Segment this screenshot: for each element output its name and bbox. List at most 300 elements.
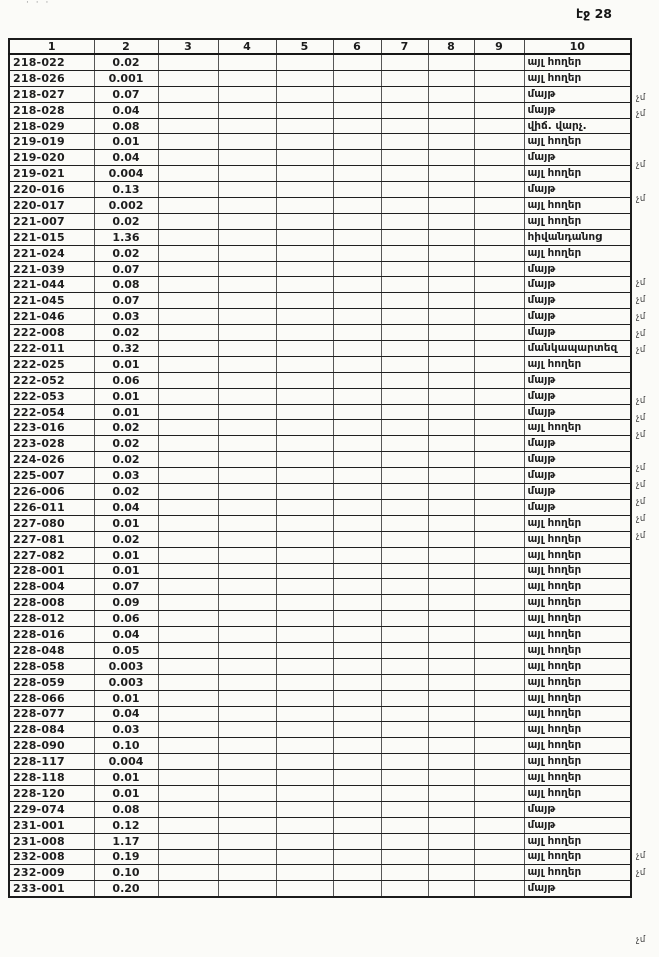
empty-cell bbox=[474, 531, 524, 547]
empty-cell bbox=[474, 515, 524, 531]
empty-cell bbox=[474, 118, 524, 134]
empty-cell bbox=[333, 404, 381, 420]
empty-cell bbox=[381, 452, 428, 468]
handwritten-margin-note: չմ bbox=[636, 480, 646, 491]
empty-cell bbox=[428, 785, 474, 801]
parcel-code: 218-026 bbox=[9, 70, 94, 86]
empty-cell bbox=[381, 261, 428, 277]
area-value: 0.08 bbox=[94, 118, 158, 134]
land-type-label: հիվանդանոց bbox=[524, 229, 631, 245]
parcel-code: 220-016 bbox=[9, 182, 94, 198]
empty-cell bbox=[218, 754, 276, 770]
empty-cell bbox=[218, 499, 276, 515]
empty-cell bbox=[381, 754, 428, 770]
empty-cell bbox=[158, 690, 218, 706]
land-type-label: այլ հողեր bbox=[524, 245, 631, 261]
empty-cell bbox=[381, 785, 428, 801]
parcel-code: 222-011 bbox=[9, 341, 94, 357]
empty-cell bbox=[158, 420, 218, 436]
empty-cell bbox=[218, 166, 276, 182]
empty-cell bbox=[428, 801, 474, 817]
empty-cell bbox=[218, 420, 276, 436]
parcel-code: 231-008 bbox=[9, 833, 94, 849]
empty-cell bbox=[381, 865, 428, 881]
handwritten-margin-note: չմ bbox=[636, 497, 646, 507]
empty-cell bbox=[276, 182, 333, 198]
land-type-label: մանկապարտեզ bbox=[524, 341, 631, 357]
empty-cell bbox=[218, 817, 276, 833]
empty-cell bbox=[428, 102, 474, 118]
parcel-code: 218-027 bbox=[9, 86, 94, 102]
column-header: 3 bbox=[158, 39, 218, 54]
parcel-code: 228-058 bbox=[9, 658, 94, 674]
empty-cell bbox=[381, 833, 428, 849]
empty-cell bbox=[276, 198, 333, 214]
land-type-label: այլ հողեր bbox=[524, 770, 631, 786]
land-type-label: այլ հողեր bbox=[524, 54, 631, 70]
empty-cell bbox=[474, 372, 524, 388]
empty-cell bbox=[474, 706, 524, 722]
empty-cell bbox=[158, 849, 218, 865]
empty-cell bbox=[381, 484, 428, 500]
empty-cell bbox=[333, 801, 381, 817]
empty-cell bbox=[276, 341, 333, 357]
empty-cell bbox=[158, 213, 218, 229]
table-row bbox=[9, 436, 631, 452]
empty-cell bbox=[381, 54, 428, 70]
empty-cell bbox=[276, 801, 333, 817]
empty-cell bbox=[218, 436, 276, 452]
column-header: 1 bbox=[9, 39, 94, 54]
empty-cell bbox=[158, 86, 218, 102]
empty-cell bbox=[428, 468, 474, 484]
empty-cell bbox=[276, 166, 333, 182]
table-row bbox=[9, 325, 631, 341]
land-type-label: այլ հողեր bbox=[524, 515, 631, 531]
empty-cell bbox=[333, 579, 381, 595]
area-value: 0.04 bbox=[94, 706, 158, 722]
empty-cell bbox=[381, 341, 428, 357]
empty-cell bbox=[276, 658, 333, 674]
land-type-label: մայթ bbox=[524, 372, 631, 388]
parcel-code: 219-019 bbox=[9, 134, 94, 150]
empty-cell bbox=[276, 547, 333, 563]
table-row bbox=[9, 690, 631, 706]
area-value: 0.02 bbox=[94, 452, 158, 468]
empty-cell bbox=[158, 833, 218, 849]
empty-cell bbox=[333, 881, 381, 897]
empty-cell bbox=[474, 849, 524, 865]
land-type-label: մայթ bbox=[524, 261, 631, 277]
empty-cell bbox=[381, 579, 428, 595]
empty-cell bbox=[158, 547, 218, 563]
area-value: 0.01 bbox=[94, 134, 158, 150]
empty-cell bbox=[158, 198, 218, 214]
handwritten-margin-note: չմ bbox=[636, 850, 646, 861]
table-row bbox=[9, 404, 631, 420]
empty-cell bbox=[333, 229, 381, 245]
empty-cell bbox=[158, 484, 218, 500]
empty-cell bbox=[158, 452, 218, 468]
empty-cell bbox=[428, 579, 474, 595]
table-row bbox=[9, 579, 631, 595]
parcel-code: 225-007 bbox=[9, 468, 94, 484]
empty-cell bbox=[218, 134, 276, 150]
empty-cell bbox=[158, 865, 218, 881]
empty-cell bbox=[381, 706, 428, 722]
empty-cell bbox=[474, 770, 524, 786]
handwritten-margin-note: չմ bbox=[636, 867, 646, 878]
land-type-label: մայթ bbox=[524, 404, 631, 420]
empty-cell bbox=[428, 229, 474, 245]
empty-cell bbox=[474, 484, 524, 500]
land-type-label: այլ հողեր bbox=[524, 627, 631, 643]
area-value: 0.02 bbox=[94, 484, 158, 500]
empty-cell bbox=[158, 658, 218, 674]
empty-cell bbox=[474, 881, 524, 897]
area-value: 0.02 bbox=[94, 245, 158, 261]
land-type-label: մայթ bbox=[524, 150, 631, 166]
empty-cell bbox=[428, 341, 474, 357]
empty-cell bbox=[428, 309, 474, 325]
empty-cell bbox=[158, 515, 218, 531]
parcel-code: 219-021 bbox=[9, 166, 94, 182]
area-value: 0.01 bbox=[94, 770, 158, 786]
area-value: 0.06 bbox=[94, 611, 158, 627]
area-value: 0.003 bbox=[94, 674, 158, 690]
empty-cell bbox=[158, 102, 218, 118]
empty-cell bbox=[381, 499, 428, 515]
parcel-code: 222-008 bbox=[9, 325, 94, 341]
empty-cell bbox=[381, 817, 428, 833]
empty-cell bbox=[158, 261, 218, 277]
empty-cell bbox=[474, 865, 524, 881]
empty-cell bbox=[333, 706, 381, 722]
land-type-label: մայթ bbox=[524, 881, 631, 897]
empty-cell bbox=[158, 881, 218, 897]
empty-cell bbox=[218, 388, 276, 404]
empty-cell bbox=[428, 198, 474, 214]
area-value: 0.02 bbox=[94, 54, 158, 70]
land-type-label: մայթ bbox=[524, 293, 631, 309]
empty-cell bbox=[474, 595, 524, 611]
empty-cell bbox=[276, 309, 333, 325]
empty-cell bbox=[381, 86, 428, 102]
land-type-label: այլ հողեր bbox=[524, 531, 631, 547]
parcel-code: 228-012 bbox=[9, 611, 94, 627]
empty-cell bbox=[276, 452, 333, 468]
parcel-code: 218-022 bbox=[9, 54, 94, 70]
empty-cell bbox=[428, 325, 474, 341]
area-value: 0.07 bbox=[94, 293, 158, 309]
empty-cell bbox=[218, 881, 276, 897]
empty-cell bbox=[333, 817, 381, 833]
empty-cell bbox=[428, 213, 474, 229]
empty-cell bbox=[381, 658, 428, 674]
land-type-label: այլ հողեր bbox=[524, 785, 631, 801]
empty-cell bbox=[276, 86, 333, 102]
empty-cell bbox=[333, 627, 381, 643]
parcel-code: 226-011 bbox=[9, 499, 94, 515]
empty-cell bbox=[276, 785, 333, 801]
empty-cell bbox=[428, 627, 474, 643]
empty-cell bbox=[333, 166, 381, 182]
land-type-label: մայթ bbox=[524, 484, 631, 500]
parcel-code: 220-017 bbox=[9, 198, 94, 214]
parcel-code: 218-028 bbox=[9, 102, 94, 118]
column-header: 10 bbox=[524, 39, 631, 54]
area-value: 0.01 bbox=[94, 356, 158, 372]
empty-cell bbox=[218, 229, 276, 245]
table-row bbox=[9, 738, 631, 754]
empty-cell bbox=[333, 150, 381, 166]
empty-cell bbox=[218, 54, 276, 70]
empty-cell bbox=[428, 420, 474, 436]
area-value: 0.07 bbox=[94, 86, 158, 102]
empty-cell bbox=[218, 325, 276, 341]
handwritten-margin-note: չմ bbox=[636, 92, 646, 103]
table-row bbox=[9, 245, 631, 261]
column-header: 7 bbox=[381, 39, 428, 54]
empty-cell bbox=[381, 674, 428, 690]
empty-cell bbox=[428, 54, 474, 70]
empty-cell bbox=[276, 833, 333, 849]
empty-cell bbox=[218, 865, 276, 881]
empty-cell bbox=[276, 118, 333, 134]
empty-cell bbox=[381, 198, 428, 214]
empty-cell bbox=[276, 817, 333, 833]
empty-cell bbox=[474, 54, 524, 70]
empty-cell bbox=[333, 611, 381, 627]
empty-cell bbox=[381, 356, 428, 372]
area-value: 0.19 bbox=[94, 849, 158, 865]
parcel-code: 228-059 bbox=[9, 674, 94, 690]
empty-cell bbox=[333, 468, 381, 484]
land-type-label: այլ հողեր bbox=[524, 563, 631, 579]
parcel-code: 232-008 bbox=[9, 849, 94, 865]
empty-cell bbox=[428, 277, 474, 293]
area-value: 0.20 bbox=[94, 881, 158, 897]
empty-cell bbox=[428, 674, 474, 690]
parcel-code: 228-117 bbox=[9, 754, 94, 770]
empty-cell bbox=[276, 531, 333, 547]
area-value: 0.01 bbox=[94, 785, 158, 801]
empty-cell bbox=[158, 642, 218, 658]
empty-cell bbox=[158, 627, 218, 643]
table-row bbox=[9, 785, 631, 801]
empty-cell bbox=[218, 372, 276, 388]
table-row bbox=[9, 515, 631, 531]
table-row bbox=[9, 261, 631, 277]
land-type-label: այլ հողեր bbox=[524, 420, 631, 436]
area-value: 0.003 bbox=[94, 658, 158, 674]
empty-cell bbox=[428, 642, 474, 658]
empty-cell bbox=[333, 102, 381, 118]
empty-cell bbox=[158, 722, 218, 738]
empty-cell bbox=[158, 531, 218, 547]
empty-cell bbox=[474, 166, 524, 182]
land-type-label: այլ հողեր bbox=[524, 690, 631, 706]
empty-cell bbox=[381, 738, 428, 754]
parcel-code: 228-048 bbox=[9, 642, 94, 658]
column-header: 8 bbox=[428, 39, 474, 54]
empty-cell bbox=[218, 833, 276, 849]
empty-cell bbox=[276, 642, 333, 658]
table-row bbox=[9, 754, 631, 770]
land-type-label: այլ հողեր bbox=[524, 833, 631, 849]
empty-cell bbox=[276, 388, 333, 404]
land-parcel-table bbox=[8, 38, 632, 898]
parcel-code: 222-053 bbox=[9, 388, 94, 404]
empty-cell bbox=[428, 738, 474, 754]
table-row bbox=[9, 293, 631, 309]
parcel-code: 218-029 bbox=[9, 118, 94, 134]
area-value: 0.07 bbox=[94, 261, 158, 277]
empty-cell bbox=[333, 658, 381, 674]
parcel-code: 222-025 bbox=[9, 356, 94, 372]
empty-cell bbox=[381, 134, 428, 150]
empty-cell bbox=[474, 563, 524, 579]
empty-cell bbox=[333, 563, 381, 579]
empty-cell bbox=[158, 817, 218, 833]
empty-cell bbox=[381, 881, 428, 897]
area-value: 0.01 bbox=[94, 563, 158, 579]
empty-cell bbox=[276, 722, 333, 738]
empty-cell bbox=[474, 325, 524, 341]
land-type-label: մայթ bbox=[524, 309, 631, 325]
table-row bbox=[9, 150, 631, 166]
table-header-row bbox=[9, 39, 631, 54]
empty-cell bbox=[474, 404, 524, 420]
land-type-label: այլ հողեր bbox=[524, 674, 631, 690]
empty-cell bbox=[333, 674, 381, 690]
area-value: 0.001 bbox=[94, 70, 158, 86]
empty-cell bbox=[428, 690, 474, 706]
empty-cell bbox=[218, 213, 276, 229]
land-type-label: մայթ bbox=[524, 436, 631, 452]
empty-cell bbox=[381, 420, 428, 436]
parcel-code: 224-026 bbox=[9, 452, 94, 468]
table-row bbox=[9, 849, 631, 865]
empty-cell bbox=[428, 166, 474, 182]
empty-cell bbox=[276, 865, 333, 881]
empty-cell bbox=[428, 134, 474, 150]
empty-cell bbox=[333, 70, 381, 86]
empty-cell bbox=[474, 722, 524, 738]
area-value: 0.10 bbox=[94, 738, 158, 754]
empty-cell bbox=[158, 785, 218, 801]
empty-cell bbox=[218, 770, 276, 786]
empty-cell bbox=[381, 245, 428, 261]
empty-cell bbox=[276, 515, 333, 531]
parcel-code: 228-090 bbox=[9, 738, 94, 754]
empty-cell bbox=[474, 452, 524, 468]
empty-cell bbox=[381, 325, 428, 341]
empty-cell bbox=[158, 738, 218, 754]
handwritten-margin-note: չմ bbox=[636, 412, 646, 423]
empty-cell bbox=[428, 833, 474, 849]
empty-cell bbox=[333, 690, 381, 706]
land-type-label: այլ հողեր bbox=[524, 595, 631, 611]
column-header: 5 bbox=[276, 39, 333, 54]
table-row bbox=[9, 86, 631, 102]
empty-cell bbox=[218, 738, 276, 754]
empty-cell bbox=[333, 547, 381, 563]
empty-cell bbox=[333, 722, 381, 738]
empty-cell bbox=[428, 547, 474, 563]
area-value: 0.08 bbox=[94, 277, 158, 293]
land-type-label: այլ հողեր bbox=[524, 356, 631, 372]
area-value: 0.05 bbox=[94, 642, 158, 658]
table-row bbox=[9, 134, 631, 150]
handwritten-margin-note: չմ bbox=[636, 328, 646, 339]
parcel-code: 221-024 bbox=[9, 245, 94, 261]
empty-cell bbox=[381, 849, 428, 865]
empty-cell bbox=[158, 563, 218, 579]
empty-cell bbox=[218, 706, 276, 722]
empty-cell bbox=[428, 356, 474, 372]
empty-cell bbox=[158, 674, 218, 690]
empty-cell bbox=[158, 118, 218, 134]
handwritten-margin-note: չմ bbox=[636, 277, 646, 288]
land-type-label: մայթ bbox=[524, 86, 631, 102]
table-row bbox=[9, 801, 631, 817]
empty-cell bbox=[218, 642, 276, 658]
empty-cell bbox=[276, 293, 333, 309]
table-row bbox=[9, 865, 631, 881]
table-row bbox=[9, 277, 631, 293]
empty-cell bbox=[474, 420, 524, 436]
area-value: 0.13 bbox=[94, 182, 158, 198]
parcel-code: 227-081 bbox=[9, 531, 94, 547]
table-row bbox=[9, 182, 631, 198]
empty-cell bbox=[218, 547, 276, 563]
empty-cell bbox=[428, 817, 474, 833]
empty-cell bbox=[474, 611, 524, 627]
empty-cell bbox=[218, 579, 276, 595]
empty-cell bbox=[333, 198, 381, 214]
area-value: 1.36 bbox=[94, 229, 158, 245]
handwritten-margin-note: չմ bbox=[636, 160, 646, 170]
empty-cell bbox=[276, 579, 333, 595]
land-type-label: մայթ bbox=[524, 182, 631, 198]
empty-cell bbox=[333, 595, 381, 611]
empty-cell bbox=[218, 674, 276, 690]
empty-cell bbox=[218, 102, 276, 118]
empty-cell bbox=[474, 785, 524, 801]
empty-cell bbox=[333, 833, 381, 849]
empty-cell bbox=[474, 229, 524, 245]
empty-cell bbox=[428, 372, 474, 388]
empty-cell bbox=[218, 182, 276, 198]
table-row bbox=[9, 229, 631, 245]
empty-cell bbox=[218, 849, 276, 865]
handwritten-margin-note: չմ bbox=[636, 530, 646, 541]
parcel-code: 221-007 bbox=[9, 213, 94, 229]
table-row bbox=[9, 833, 631, 849]
table-row bbox=[9, 658, 631, 674]
empty-cell bbox=[218, 452, 276, 468]
empty-cell bbox=[158, 182, 218, 198]
empty-cell bbox=[333, 277, 381, 293]
table-row bbox=[9, 484, 631, 500]
empty-cell bbox=[474, 293, 524, 309]
empty-cell bbox=[333, 499, 381, 515]
empty-cell bbox=[381, 150, 428, 166]
empty-cell bbox=[276, 674, 333, 690]
empty-cell bbox=[333, 372, 381, 388]
empty-cell bbox=[276, 484, 333, 500]
